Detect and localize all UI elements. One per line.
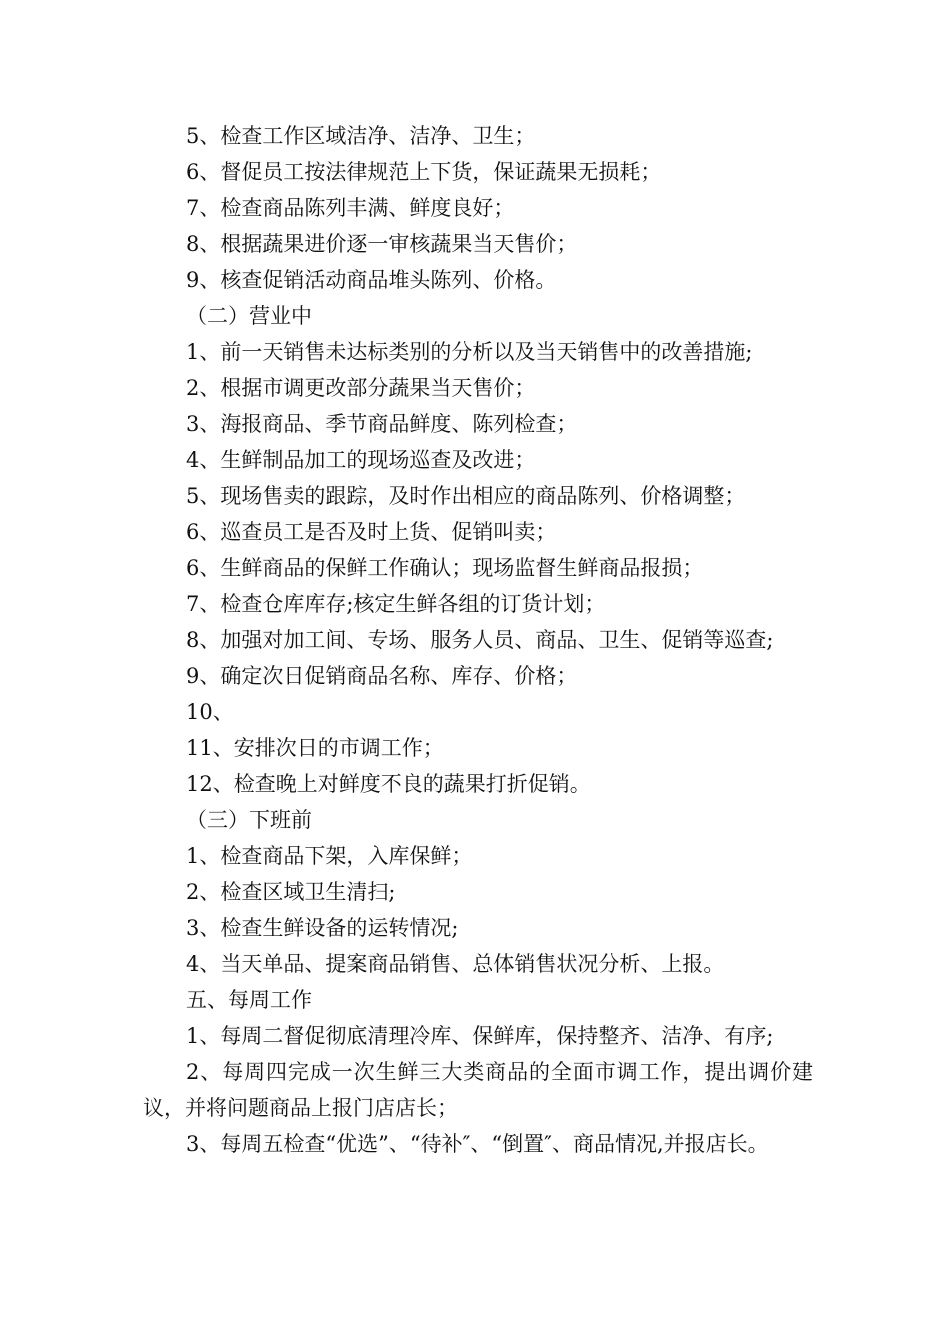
section-heading: 五、每周工作 [186,988,312,1012]
list-item: 12、检查晚上对鲜度不良的蔬果打折促销。 [186,772,591,796]
list-item: 3、海报商品、季节商品鲜度、陈列检查； [186,412,578,436]
list-item: 1、检查商品下架，入库保鲜； [186,844,473,868]
paragraph: 3、每周五检查“优选”、“待补″、“倒置″、商品情况,并报店长。 [186,1132,769,1156]
list-item: 8、加强对加工间、专场、服务人员、商品、卫生、促销等巡查; [186,628,774,652]
list-item: 4、生鲜制品加工的现场巡查及改进； [186,448,536,472]
list-item: 9、确定次日促销商品名称、库存、价格； [186,664,578,688]
list-item: 1、每周二督促彻底清理冷库、保鲜库，保持整齐、洁净、有序; [186,1024,774,1048]
section-heading: （三）下班前 [186,808,312,832]
list-item: 1、前一天销售未达标类别的分析以及当天销售中的改善措施; [186,340,753,364]
list-item: 11、安排次日的市调工作； [186,736,444,760]
section-heading: （二）营业中 [186,304,312,328]
list-item: 4、当天单品、提案商品销售、总体销售状况分析、上报。 [186,952,725,976]
document-body [143,118,813,1162]
list-item: 6、生鲜商品的保鲜工作确认；现场监督生鲜商品报损； [186,556,704,580]
list-item: 2、根据市调更改部分蔬果当天售价； [186,376,536,400]
list-item: 3、检查生鲜设备的运转情况; [186,916,459,940]
list-item: 6、督促员工按法律规范上下货，保证蔬果无损耗； [186,160,662,184]
list-item: 5、检查工作区域洁净、洁净、卫生； [186,124,536,148]
list-item: 5、现场售卖的跟踪，及时作出相应的商品陈列、价格调整； [186,484,746,508]
list-item: 9、核查促销活动商品堆头陈列、价格。 [186,268,557,292]
list-item: 8、根据蔬果进价逐一审核蔬果当天售价； [186,232,578,256]
list-item: 7、检查仓库库存;核定生鲜各组的订货计划； [186,592,606,616]
list-item: 10、 [186,700,234,724]
list-item: 6、巡查员工是否及时上货、促销叫卖； [186,520,557,544]
list-item: 7、检查商品陈列丰满、鲜度良好； [186,196,515,220]
list-item: 2、检查区域卫生清扫; [186,880,396,904]
paragraph: 2、每周四完成一次生鲜三大类商品的全面市调工作，提出调价建议，并将问题商品上报门店店长； [143,1060,813,1120]
